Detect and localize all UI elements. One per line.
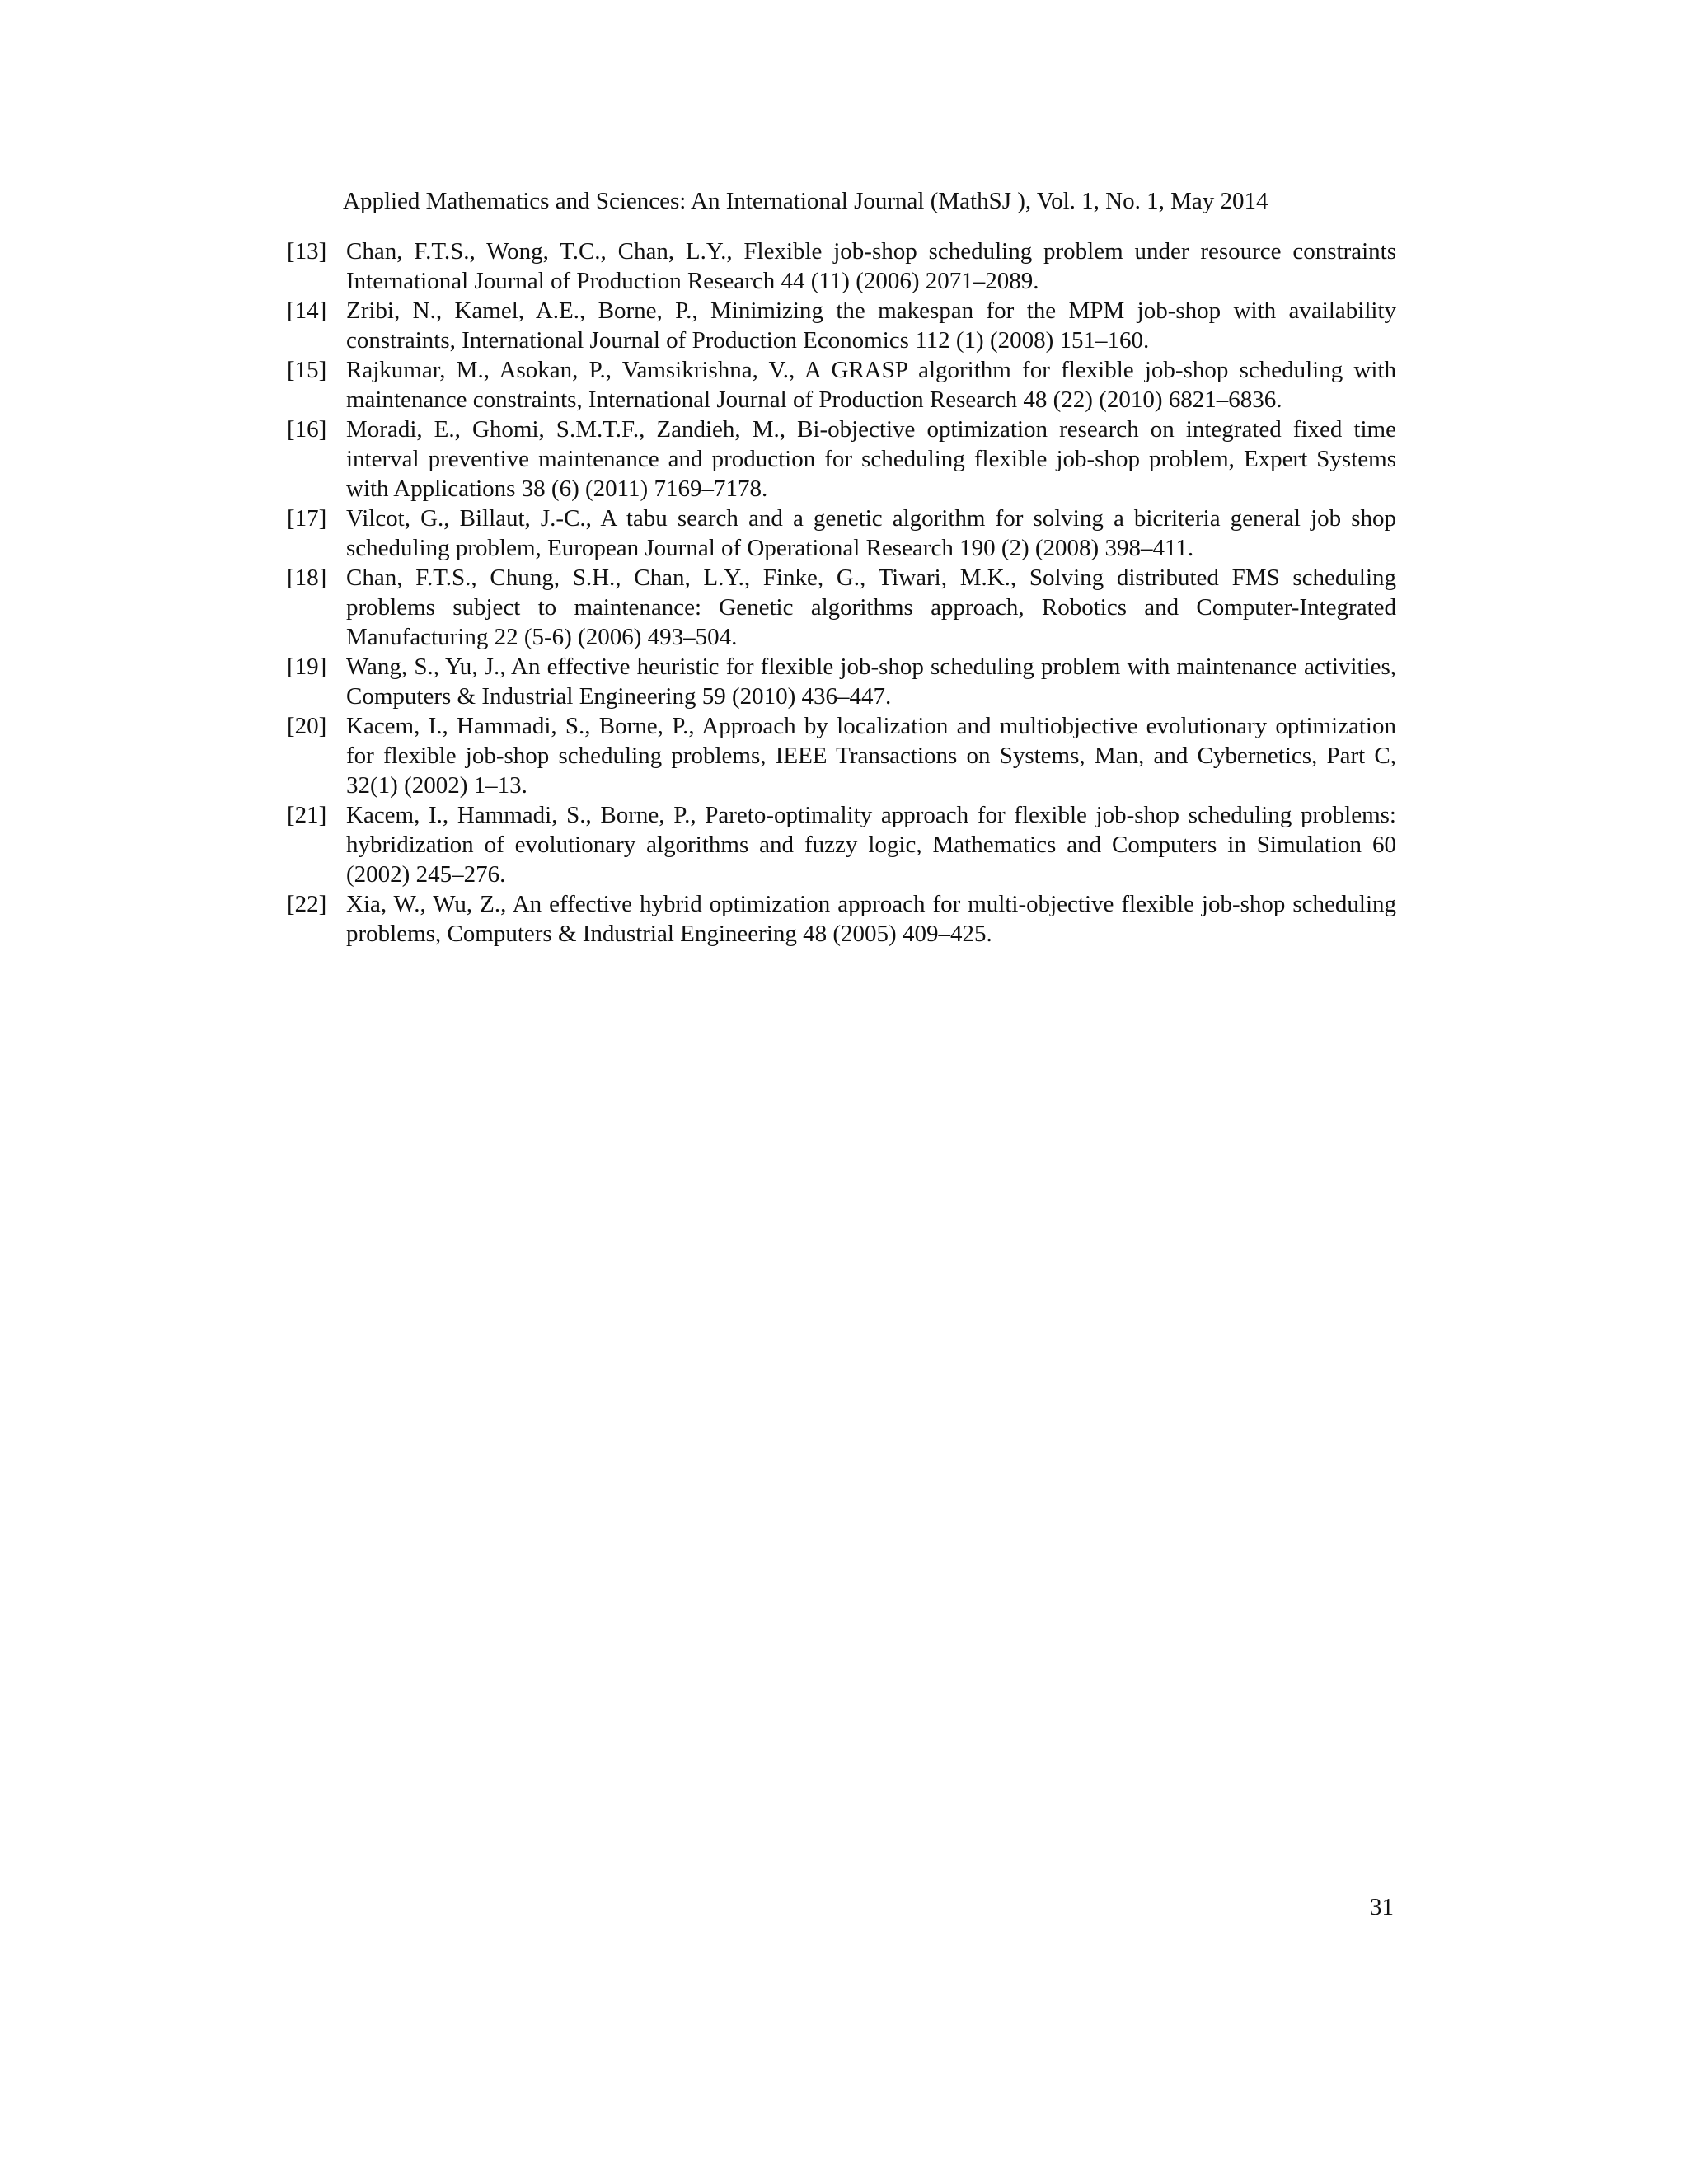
reference-item xyxy=(287,800,1396,889)
reference-item xyxy=(287,237,1396,296)
reference-number: [16] xyxy=(287,416,327,443)
reference-number: [21] xyxy=(287,802,327,828)
reference-number: [15] xyxy=(287,357,327,383)
running-header: Applied Mathematics and Sciences: An International Journal (MathSJ ), Vol. 1, No. 1, May 2014 xyxy=(343,188,1268,214)
reference-number: [22] xyxy=(287,891,327,917)
reference-item xyxy=(287,415,1396,504)
reference-number: [20] xyxy=(287,713,327,739)
reference-text: Chan, F.T.S., Chung, S.H., Chan, L.Y., Finke, G., Tiwari, M.K., Solving distributed FMS scheduling problems subject to maintenance: Genetic algorithms approach, Robotics and Computer-Integrated Manufacturing 22 (5-6) (2006) 493–504. xyxy=(346,565,1396,650)
reference-text: Xia, W., Wu, Z., An effective hybrid optimization approach for multi-objective flexible job-shop scheduling problems, Computers & Industrial Engineering 48 (2005) 409–425. xyxy=(346,891,1396,947)
reference-item xyxy=(287,504,1396,563)
page-number: 31 xyxy=(1370,1894,1394,1920)
reference-item xyxy=(287,711,1396,800)
reference-text: Wang, S., Yu, J., An effective heuristic for flexible job-shop scheduling problem with maintenance activities, Computers & Industrial Engineering 59 (2010) 436–447. xyxy=(346,654,1396,710)
reference-item xyxy=(287,355,1396,415)
reference-text: Moradi, E., Ghomi, S.M.T.F., Zandieh, M., Bi-objective optimization research on integrated fixed time interval preventive maintenance and production for scheduling flexible job-shop problem, Expert Systems with Applications 38 (6) (2011) 7169–7178. xyxy=(346,416,1396,502)
reference-text: Chan, F.T.S., Wong, T.C., Chan, L.Y., Flexible job-shop scheduling problem under resource constraints International Journal of Production Research 44 (11) (2006) 2071–2089. xyxy=(346,238,1396,294)
reference-number: [13] xyxy=(287,238,327,265)
reference-text: Rajkumar, M., Asokan, P., Vamsikrishna, V., A GRASP algorithm for flexible job-shop scheduling with maintenance constraints, International Journal of Production Research 48 (22) (2010) 6821–6836. xyxy=(346,357,1396,413)
reference-number: [14] xyxy=(287,298,327,324)
reference-text: Kacem, I., Hammadi, S., Borne, P., Approach by localization and multiobjective evolutionary optimization for flexible job-shop scheduling problems, IEEE Transactions on Systems, Man, and Cybernetics, Part C, 32(1) (2002) 1–13. xyxy=(346,713,1396,799)
reference-text: Vilcot, G., Billaut, J.-C., A tabu search and a genetic algorithm for solving a bicriteria general job shop scheduling problem, European Journal of Operational Research 190 (2) (2008) 398–411. xyxy=(346,505,1396,561)
reference-item xyxy=(287,889,1396,949)
reference-list xyxy=(287,237,1396,949)
reference-item xyxy=(287,296,1396,355)
reference-item xyxy=(287,652,1396,711)
reference-text: Kacem, I., Hammadi, S., Borne, P., Pareto-optimality approach for flexible job-shop scheduling problems: hybridization of evolutionary algorithms and fuzzy logic, Mathematics and Computers in Simulation 60 (2002) 245–276. xyxy=(346,802,1396,888)
reference-number: [19] xyxy=(287,654,327,680)
reference-number: [17] xyxy=(287,505,327,532)
reference-text: Zribi, N., Kamel, A.E., Borne, P., Minimizing the makespan for the MPM job-shop with availability constraints, International Journal of Production Economics 112 (1) (2008) 151–160. xyxy=(346,298,1396,354)
reference-item xyxy=(287,563,1396,652)
reference-number: [18] xyxy=(287,565,327,591)
